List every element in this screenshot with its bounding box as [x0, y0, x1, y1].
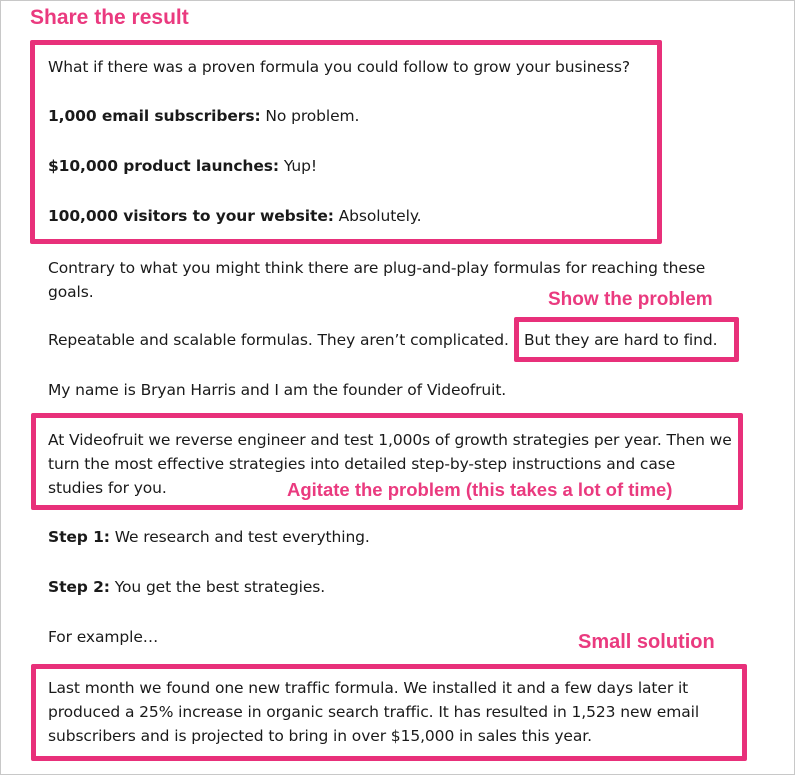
agitate-paragraph-line-1: At Videofruit we reverse engineer and test 1,000s of growth strategies per year. Then we	[48, 431, 732, 449]
step-1-text: We research and test everything.	[109, 528, 370, 546]
result-website-visitors-text: Absolutely.	[333, 207, 422, 225]
intro-question: What if there was a proven formula you could follow to grow your business?	[48, 58, 630, 76]
annotation-agitate-the-problem: Agitate the problem (this takes a lot of time)	[287, 479, 673, 500]
result-email-subscribers-label: 1,000 email subscribers:	[48, 107, 261, 125]
step-2-label: Step 2:	[48, 578, 110, 596]
repeatable-formulas-text: Repeatable and scalable formulas. They aren’t complicated.	[48, 331, 509, 349]
result-website-visitors	[48, 204, 422, 228]
agitate-paragraph-line-3: studies for you.	[48, 479, 167, 497]
step-1-label: Step 1:	[48, 528, 110, 546]
annotation-show-the-problem: Show the problem	[548, 289, 713, 310]
result-email-subscribers	[48, 104, 359, 128]
contrary-paragraph-line-1: Contrary to what you might think there are plug-and-play formulas for reaching these	[48, 259, 706, 277]
annotation-small-solution: Small solution	[578, 631, 715, 653]
result-product-launches-text: Yup!	[279, 157, 318, 175]
for-example-text: For example…	[48, 628, 159, 646]
solution-paragraph-line-1: Last month we found one new traffic formula. We installed it and a few days later it	[48, 679, 689, 697]
step-1	[48, 525, 370, 549]
agitate-paragraph-line-2: turn the most effective strategies into detailed step-by-step instructions and case	[48, 455, 676, 473]
solution-paragraph-line-2: produced a 25% increase in organic search traffic. It has resulted in 1,523 new email	[48, 703, 700, 721]
result-website-visitors-label: 100,000 visitors to your website:	[48, 207, 334, 225]
hard-to-find-text: But they are hard to find.	[524, 331, 718, 349]
contrary-paragraph-line-2: goals.	[48, 283, 94, 301]
result-product-launches-label: $10,000 product launches:	[48, 157, 280, 175]
result-product-launches	[48, 154, 317, 178]
result-email-subscribers-text: No problem.	[260, 107, 360, 125]
step-2-text: You get the best strategies.	[109, 578, 326, 596]
annotation-share-the-result: Share the result	[30, 6, 189, 29]
founder-intro: My name is Bryan Harris and I am the founder of Videofruit.	[48, 381, 507, 399]
solution-paragraph-line-3: subscribers and is projected to bring in over $15,000 in sales this year.	[48, 727, 592, 745]
step-2	[48, 575, 325, 599]
